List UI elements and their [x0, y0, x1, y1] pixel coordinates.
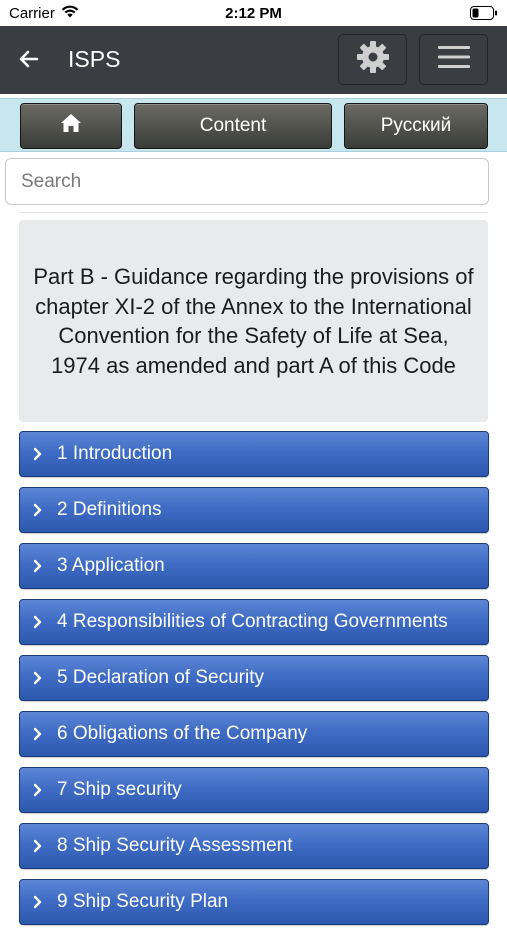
chevron-right-icon: [33, 783, 45, 797]
hamburger-icon: [438, 44, 470, 75]
section-item-declaration-of-security[interactable]: [19, 655, 489, 701]
chevron-right-icon: [33, 839, 45, 853]
battery-icon: [470, 6, 498, 24]
section-item-ship-security-plan[interactable]: [19, 879, 489, 925]
chevron-right-icon: [33, 727, 45, 741]
back-button[interactable]: [14, 46, 44, 76]
section-item-application[interactable]: [19, 543, 489, 589]
section-label: 6 Obligations of the Company: [57, 723, 308, 744]
home-button[interactable]: [20, 103, 122, 149]
home-icon: [60, 113, 82, 139]
divider: [20, 212, 488, 213]
section-label: 8 Ship Security Assessment: [57, 835, 293, 856]
section-item-ship-security[interactable]: [19, 767, 489, 813]
section-label: 4 Responsibilities of Contracting Governments: [57, 611, 448, 632]
section-label: 2 Definitions: [57, 499, 162, 520]
part-title-box: [19, 220, 488, 422]
section-item-definitions[interactable]: [19, 487, 489, 533]
settings-button[interactable]: [338, 34, 407, 85]
menu-button[interactable]: [419, 34, 488, 85]
chevron-right-icon: [33, 503, 45, 517]
section-label: 9 Ship Security Plan: [57, 891, 229, 912]
arrow-left-icon: [19, 50, 39, 73]
section-label: 5 Declaration of Security: [57, 667, 264, 688]
section-label: 3 Application: [57, 555, 165, 576]
section-list: [19, 431, 489, 935]
part-title: Part B - Guidance regarding the provisions of chapter XI-2 of the Annex to the International Convention for the Safety of Life at Sea, 1974 as amended and part A of this Code: [33, 264, 474, 378]
section-item-introduction[interactable]: [19, 431, 489, 477]
section-item-ship-security-assessment[interactable]: [19, 823, 489, 869]
chevron-right-icon: [33, 559, 45, 573]
gear-icon: [355, 39, 391, 80]
chevron-right-icon: [33, 895, 45, 909]
chevron-right-icon: [33, 671, 45, 685]
app-title: ISPS: [68, 46, 121, 72]
status-time: 2:12 PM: [225, 5, 282, 22]
section-label: 7 Ship security: [57, 779, 182, 800]
chevron-right-icon: [33, 447, 45, 461]
status-bar: [0, 0, 507, 26]
search-input[interactable]: [5, 158, 489, 205]
section-item-responsibilities[interactable]: [19, 599, 489, 645]
section-item-obligations[interactable]: [19, 711, 489, 757]
content-button[interactable]: Content: [134, 103, 332, 149]
nav-strip: [0, 98, 507, 152]
carrier-label: Carrier: [9, 5, 55, 22]
language-button[interactable]: Русский: [344, 103, 488, 149]
section-label: 1 Introduction: [57, 443, 173, 464]
app-header: [0, 26, 507, 94]
chevron-right-icon: [33, 615, 45, 629]
